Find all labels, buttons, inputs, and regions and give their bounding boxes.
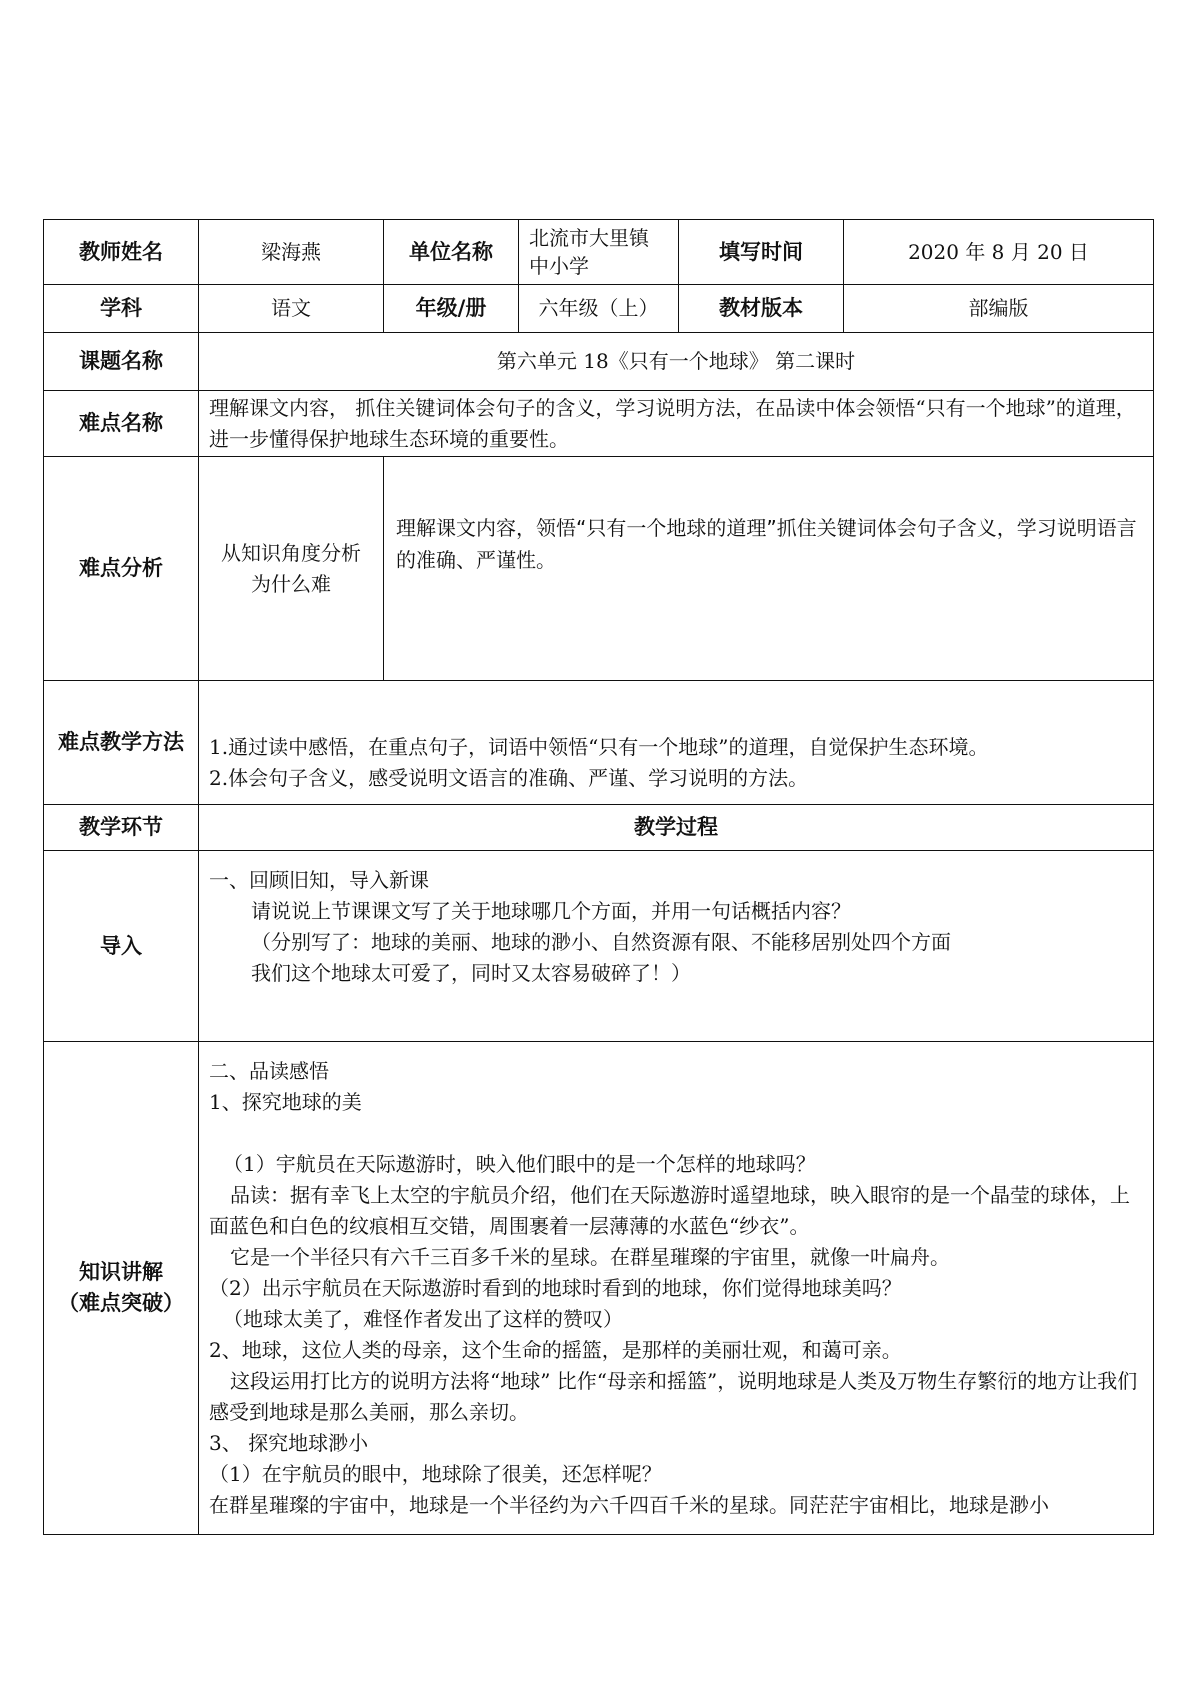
unit-label: 单位名称 [384, 220, 519, 285]
knowledge-line: 在群星璀璨的宇宙中，地球是一个半径约为六千四百千米的星球。同茫茫宇宙相比，地球是渺小 [209, 1493, 1049, 1517]
intro-line: 请说说上节课课文写了关于地球哪几个方面，并用一句话概括内容？ [251, 899, 851, 923]
process-header: 教学过程 [199, 805, 1154, 851]
knowledge-line: （2）出示宇航员在天际遨游时看到的地球时看到的地球，你们觉得地球美吗？ [209, 1276, 902, 1300]
analysis-sublabel: 从知识角度分析为什么难 [199, 457, 384, 681]
grade-label: 年级/册 [384, 285, 519, 333]
knowledge-label [44, 1042, 199, 1535]
knowledge-line: 2、地球，这位人类的母亲，这个生命的摇篮，是那样的美丽壮观，和蔼可亲。 [209, 1338, 902, 1362]
blank-line [209, 1118, 1143, 1149]
topic-row [44, 333, 1154, 391]
method-item: 2.体会句子含义，感受说明文语言的准确、严谨、学习说明的方法。 [209, 765, 809, 790]
knowledge-line: 它是一个半径只有六千三百多千米的星球。在群星璀璨的宇宙里，就像一叶扁舟。 [230, 1245, 950, 1269]
fill-date: 2020 年 8 月 20 日 [844, 220, 1154, 285]
method-cell [199, 681, 1154, 805]
knowledge-line: 品读：据有幸飞上太空的宇航员介绍，他们在天际遨游时遥望地球，映入眼帘的是一个晶莹的球体，上面蓝色和白色的纹痕相互交错，周围裹着一层薄薄的水蓝色“纱衣”。 [209, 1183, 1130, 1238]
unit-name: 北流市大里镇中小学 [519, 220, 679, 285]
intro-line: 我们这个地球太可爱了，同时又太容易破碎了！） [251, 961, 691, 985]
intro-label: 导入 [44, 851, 199, 1042]
knowledge-line: （地球太美了，难怪作者发出了这样的赞叹） [223, 1307, 623, 1331]
intro-row [44, 851, 1154, 1042]
analysis-value: 理解课文内容，领悟“只有一个地球的道理”抓住关键词体会句子含义，学习说明语言的准确、严谨性。 [384, 457, 1154, 681]
edition-value: 部编版 [844, 285, 1154, 333]
difficulty-value: 理解课文内容， 抓住关键词体会句子的含义，学习说明方法，在品读中体会领悟“只有一个地球”的道理，进一步懂得保护地球生态环境的重要性。 [199, 391, 1154, 457]
intro-line: 一、回顾旧知，导入新课 [209, 868, 429, 892]
difficulty-label: 难点名称 [44, 391, 199, 457]
topic-label: 课题名称 [44, 333, 199, 391]
knowledge-line: 二、品读感悟 [209, 1059, 329, 1083]
knowledge-label-line: （难点突破） [58, 1291, 184, 1315]
info-row-2 [44, 285, 1154, 333]
grade-value: 六年级（上） [519, 285, 679, 333]
knowledge-line: 3、 探究地球渺小 [209, 1431, 369, 1455]
subject-label: 学科 [44, 285, 199, 333]
knowledge-line: 这段运用打比方的说明方法将“地球” 比作“母亲和摇篮”，说明地球是人类及万物生存繁衍的地方让我们感受到地球是那么美丽，那么亲切。 [209, 1369, 1138, 1424]
knowledge-line: 1、探究地球的美 [209, 1090, 362, 1114]
intro-content [199, 851, 1154, 1042]
difficulty-row [44, 391, 1154, 457]
teacher-label: 教师姓名 [44, 220, 199, 285]
knowledge-label-line: 知识讲解 [79, 1260, 163, 1284]
knowledge-row [44, 1042, 1154, 1535]
date-label: 填写时间 [679, 220, 844, 285]
method-row [44, 681, 1154, 805]
analysis-row [44, 457, 1154, 681]
edition-label: 教材版本 [679, 285, 844, 333]
knowledge-content [199, 1042, 1154, 1535]
intro-line: （分别写了：地球的美丽、地球的渺小、自然资源有限、不能移居别处四个方面 [251, 930, 951, 954]
subject-value: 语文 [199, 285, 384, 333]
knowledge-line: （1）在宇航员的眼中，地球除了很美，还怎样呢？ [209, 1462, 662, 1486]
analysis-label: 难点分析 [44, 457, 199, 681]
knowledge-line: （1）宇航员在天际遨游时，映入他们眼中的是一个怎样的地球吗？ [223, 1152, 816, 1176]
teacher-name: 梁海燕 [199, 220, 384, 285]
info-row-1 [44, 220, 1154, 285]
lesson-plan-table [43, 219, 1154, 1535]
method-label: 难点教学方法 [44, 681, 199, 805]
method-item: 1.通过读中感悟，在重点句子，词语中领悟“只有一个地球”的道理，自觉保护生态环境。 [209, 734, 989, 759]
process-header-row [44, 805, 1154, 851]
topic-value: 第六单元 18《只有一个地球》 第二课时 [199, 333, 1154, 391]
stage-header: 教学环节 [44, 805, 199, 851]
